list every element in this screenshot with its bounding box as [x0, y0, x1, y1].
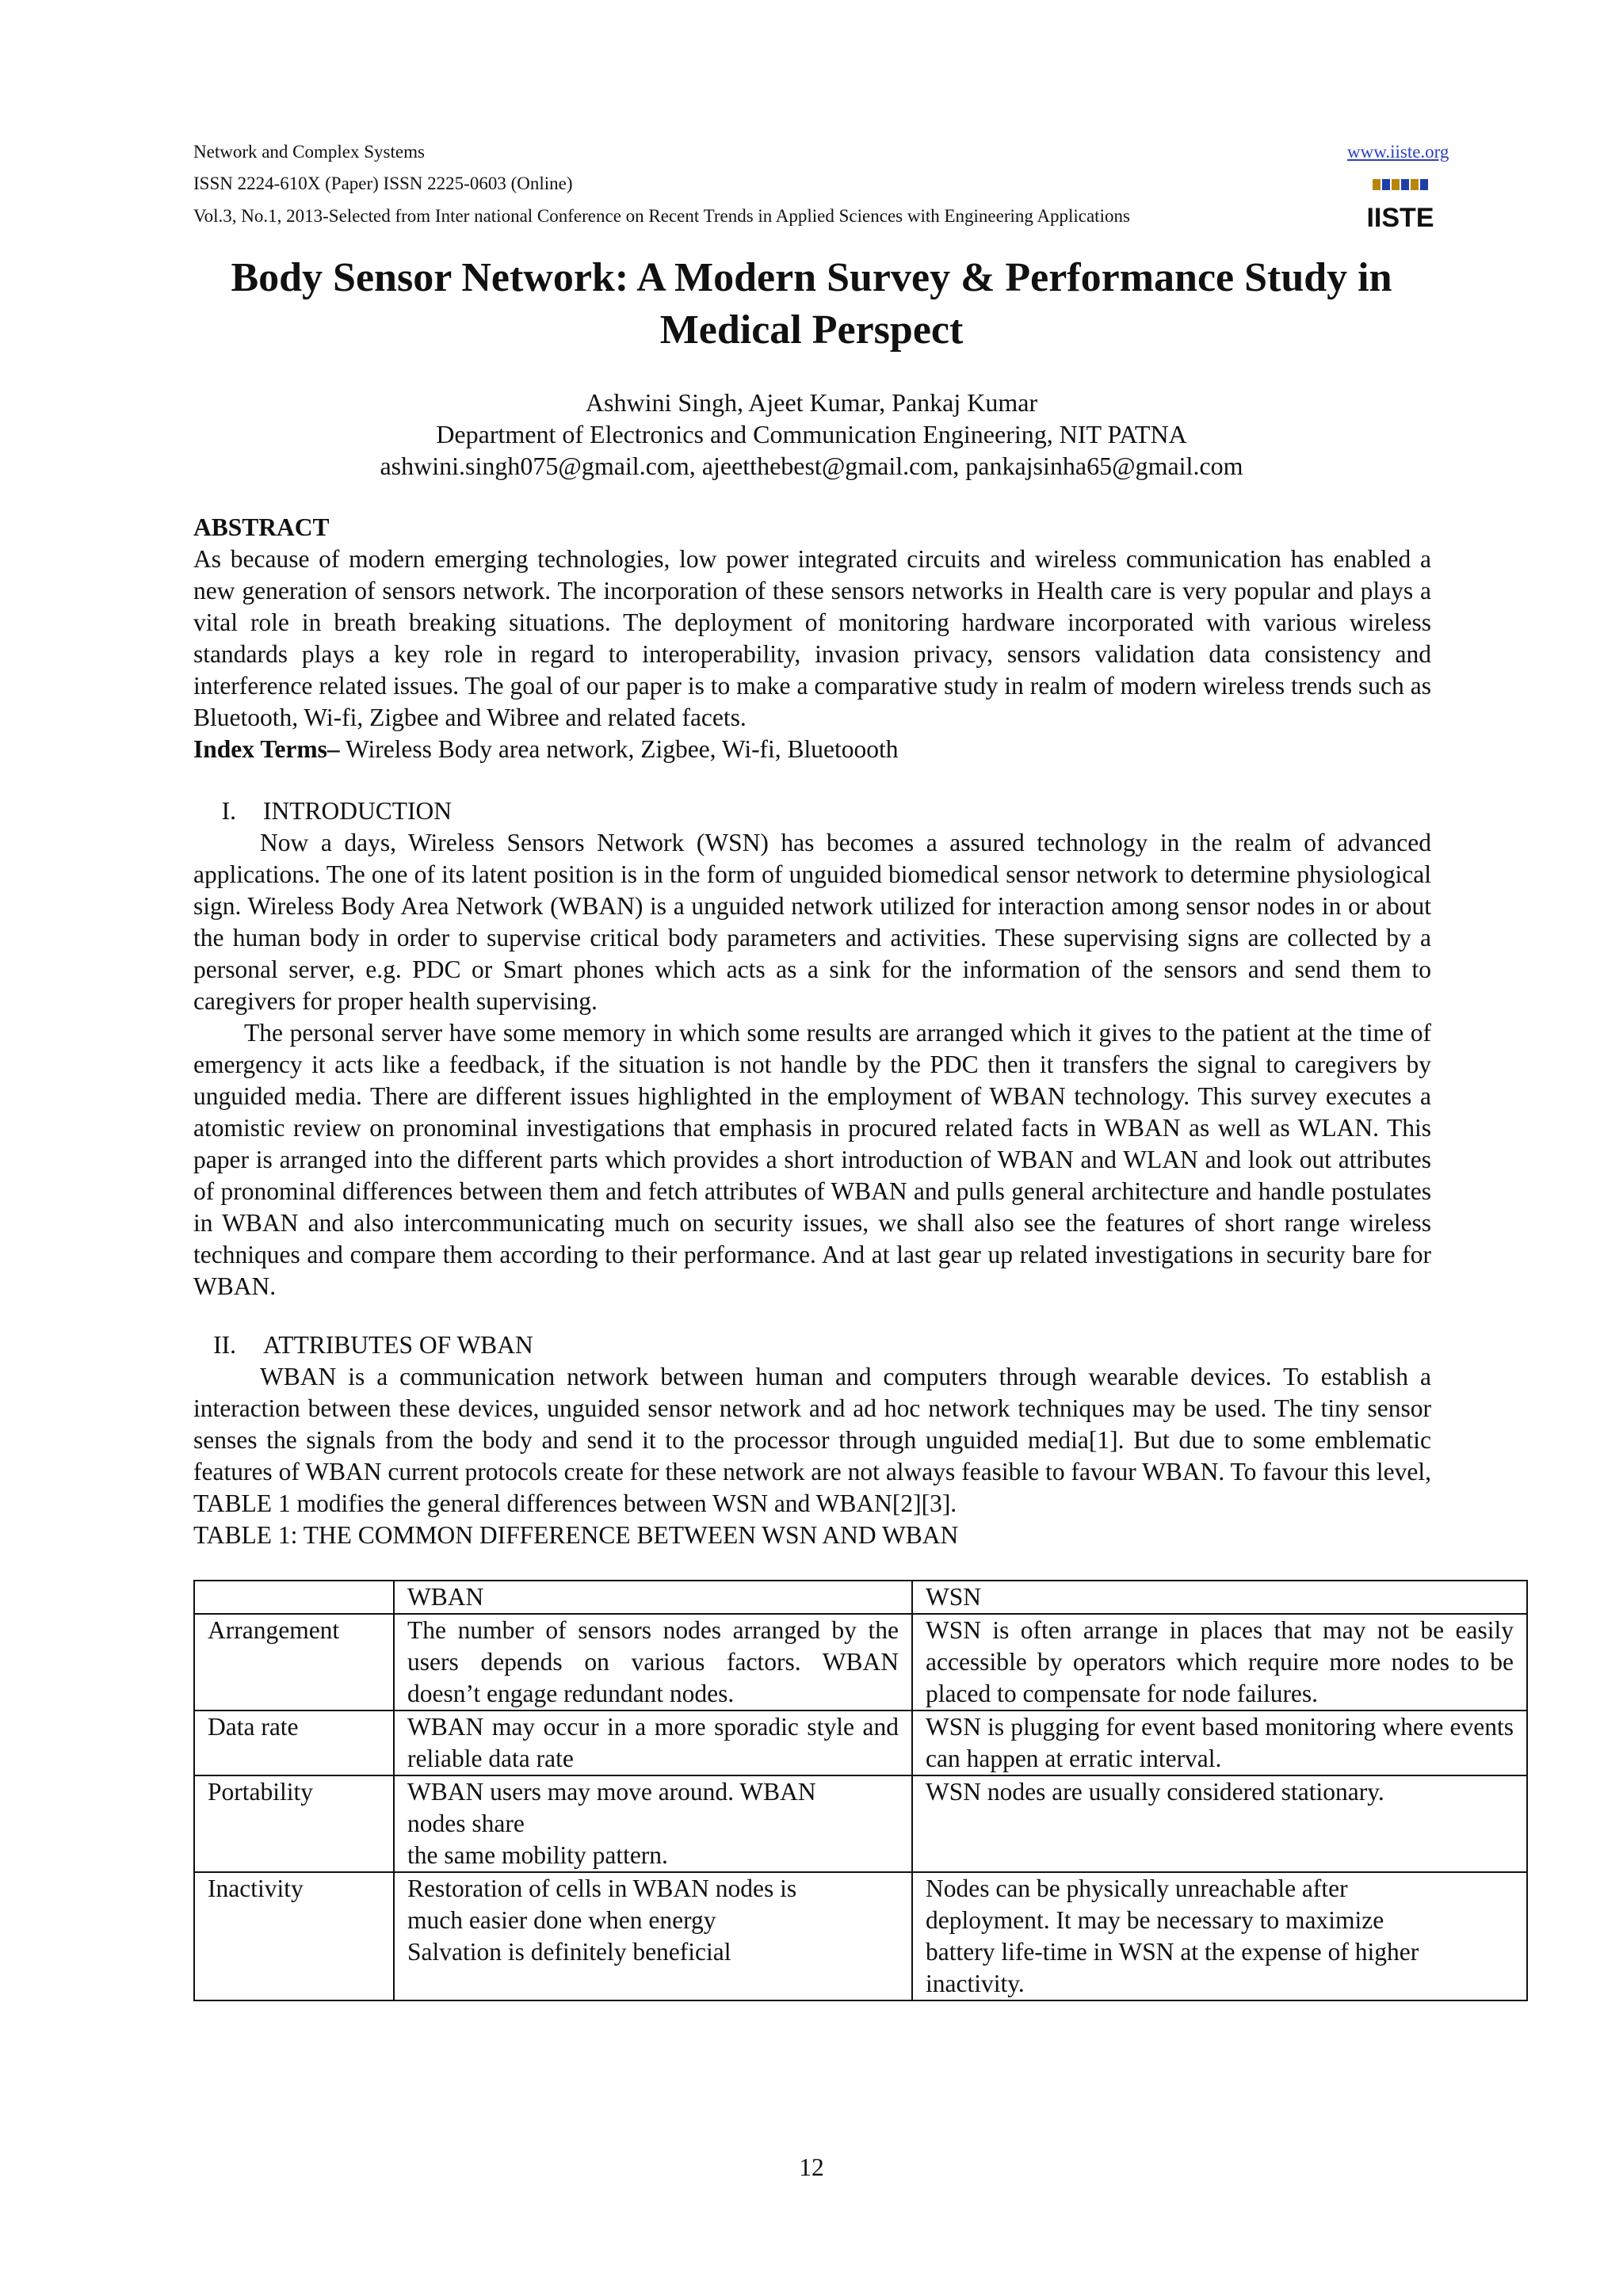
- table-cell-text: Salvation is definitely beneficial: [407, 1938, 731, 1966]
- table-row: [194, 1711, 1527, 1775]
- paper-title: [182, 252, 1441, 357]
- iiste-logo: [1366, 177, 1434, 233]
- table-cell: [394, 1872, 912, 2000]
- intro-paragraph-1: Now a days, Wireless Sensors Network (WSN) has becomes a assured technology in the realm of advanced applications. The one of its latent position is in the form of unguided biomedical sensor network to determine physiological sign. Wireless Body Area Network (WBAN) is a unguided network utilized for interaction among sensor nodes in or about the human body in order to supervise critical body parameters and activities. These supervising signs are collected by a personal server, e.g. PDC or Smart phones which acts as a sink for the information of the sensors and send them to caregivers for proper health supervising.: [193, 829, 1431, 1015]
- abstract-text: As because of modern emerging technologies, low power integrated circuits and wireless communication has enabled a new generation of sensors network. The incorporation of these sensors networks in Health care is very popular and plays a vital role in breath breaking situations. The deployment of monitoring hardware incorporated with various wireless standards plays a key role in regard to interoperability, invasion privacy, sensors validation data consistency and interference related issues. The goal of our paper is to make a comparative study in realm of modern wireless trends such as Bluetooth, Wi-fi, Zigbee and Wibree and related facets.: [193, 545, 1431, 731]
- index-terms-text: Wireless Body area network, Zigbee, Wi-fi, Bluetoooth: [339, 735, 899, 763]
- intro-paragraph-2: The personal server have some memory in which some results are arranged which it gives to the patient at the time of emergency it acts like a feedback, if the situation is not handle by the PDC then it transfers the signal to caregivers by unguided media. There are different issues highlighted in the employment of WBAN technology. This survey executes a atomistic review on pronominal investigations that emphasis in procured related facts in WBAN as well as WLAN. This paper is arranged into the different parts which provides a short introduction of WBAN and WLAN and look out attributes of pronominal differences between them and fetch attributes of WBAN and pulls general architecture and handle postulates in WBAN and also intercommunicating much on security issues, we shall also see the features of short range wireless techniques and compare them according to their performance. And at last gear up related investigations in security bare for WBAN.: [193, 1019, 1431, 1300]
- index-terms: [193, 734, 1431, 765]
- section-number: I.: [221, 797, 236, 825]
- table-cell: WSN is plugging for event based monitoring where events can happen at erratic interval.: [912, 1711, 1527, 1775]
- table-caption: TABLE 1: THE COMMON DIFFERENCE BETWEEN WSN AND WBAN: [193, 1521, 959, 1549]
- table-row: [194, 1775, 1527, 1872]
- title-line-1: Body Sensor Network: A Modern Survey & Performance Study in: [231, 255, 1392, 300]
- author-emails: ashwini.singh075@gmail.com, ajeetthebest@gmail.com, pankajsinha65@gmail.com: [380, 452, 1243, 480]
- page-number: 12: [799, 2153, 824, 2181]
- table-cell: Arrangement: [194, 1614, 394, 1711]
- table-header-cell: [194, 1581, 394, 1614]
- abstract-heading: ABSTRACT: [193, 513, 330, 541]
- authors: Ashwini Singh, Ajeet Kumar, Pankaj Kumar: [585, 388, 1038, 417]
- table-cell: Inactivity: [194, 1872, 394, 2000]
- title-line-2: Medical Perspect: [659, 307, 964, 353]
- section-heading-introduction: [193, 795, 1431, 827]
- table-cell: [912, 1872, 1527, 2000]
- attributes-paragraph-1: WBAN is a communication network between human and computers through wearable devices. To establish a interaction between these devices, unguided sensor network and ad hoc network techniques may be used. The tiny sensor senses the signals from the body and send it to the processor through unguided media[1]. But due to some emblematic features of WBAN current protocols create for these network are not always feasible to favour WBAN. To favour this level, TABLE 1 modifies the general differences between WSN and WBAN[2][3].: [193, 1363, 1431, 1517]
- journal-name: Network and Complex Systems: [193, 142, 425, 162]
- table-cell-text: Restoration of cells in WBAN nodes is much easier done when energy: [407, 1875, 797, 1934]
- section-title: INTRODUCTION: [263, 797, 452, 825]
- table-cell: Portability: [194, 1775, 394, 1872]
- table-row: [194, 1872, 1527, 2000]
- table-header-row: [194, 1581, 1527, 1614]
- affiliation: Department of Electronics and Communication Engineering, NIT PATNA: [436, 420, 1187, 448]
- section-attributes: [193, 1329, 1431, 1551]
- table-cell: [394, 1775, 912, 1872]
- section-introduction: [193, 795, 1431, 1302]
- section-number: II.: [213, 1331, 236, 1359]
- table-header-cell: WSN: [912, 1581, 1527, 1614]
- table-cell: WBAN may occur in a more sporadic style and reliable data rate: [394, 1711, 912, 1775]
- table-cell-text: the same mobility pattern.: [407, 1841, 668, 1869]
- table-cell-text: WBAN users may move around. WBAN nodes share: [407, 1778, 816, 1837]
- section-heading-attributes: [193, 1329, 1431, 1361]
- table-cell-text: Nodes can be physically unreachable after deployment. It may be necessary to maximize battery life-time in WSN at the expense of higher inactivity.: [926, 1875, 1419, 1997]
- table-cell: Data rate: [194, 1711, 394, 1775]
- table-row: [194, 1614, 1527, 1711]
- abstract-block: [193, 512, 1431, 765]
- table-cell: WSN nodes are usually considered stationary.: [912, 1775, 1527, 1872]
- table-cell: The number of sensors nodes arranged by the users depends on various factors. WBAN doesn’t engage redundant nodes.: [394, 1614, 912, 1711]
- logo-text: IISTE: [1366, 203, 1434, 233]
- index-terms-label: Index Terms–: [193, 735, 340, 763]
- comparison-table: [193, 1580, 1528, 2001]
- volume-line: Vol.3, No.1, 2013-Selected from Inter national Conference on Recent Trends in Applied Sciences with Engineering Applications: [193, 206, 1130, 226]
- table-cell: WSN is often arrange in places that may not be easily accessible by operators which require more nodes to be placed to compensate for node failures.: [912, 1614, 1527, 1711]
- website-link[interactable]: www.iiste.org: [1347, 142, 1449, 162]
- table-header-cell: WBAN: [394, 1581, 912, 1614]
- section-title: ATTRIBUTES OF WBAN: [263, 1331, 533, 1359]
- issn-line: ISSN 2224-610X (Paper) ISSN 2225-0603 (Online): [193, 174, 573, 193]
